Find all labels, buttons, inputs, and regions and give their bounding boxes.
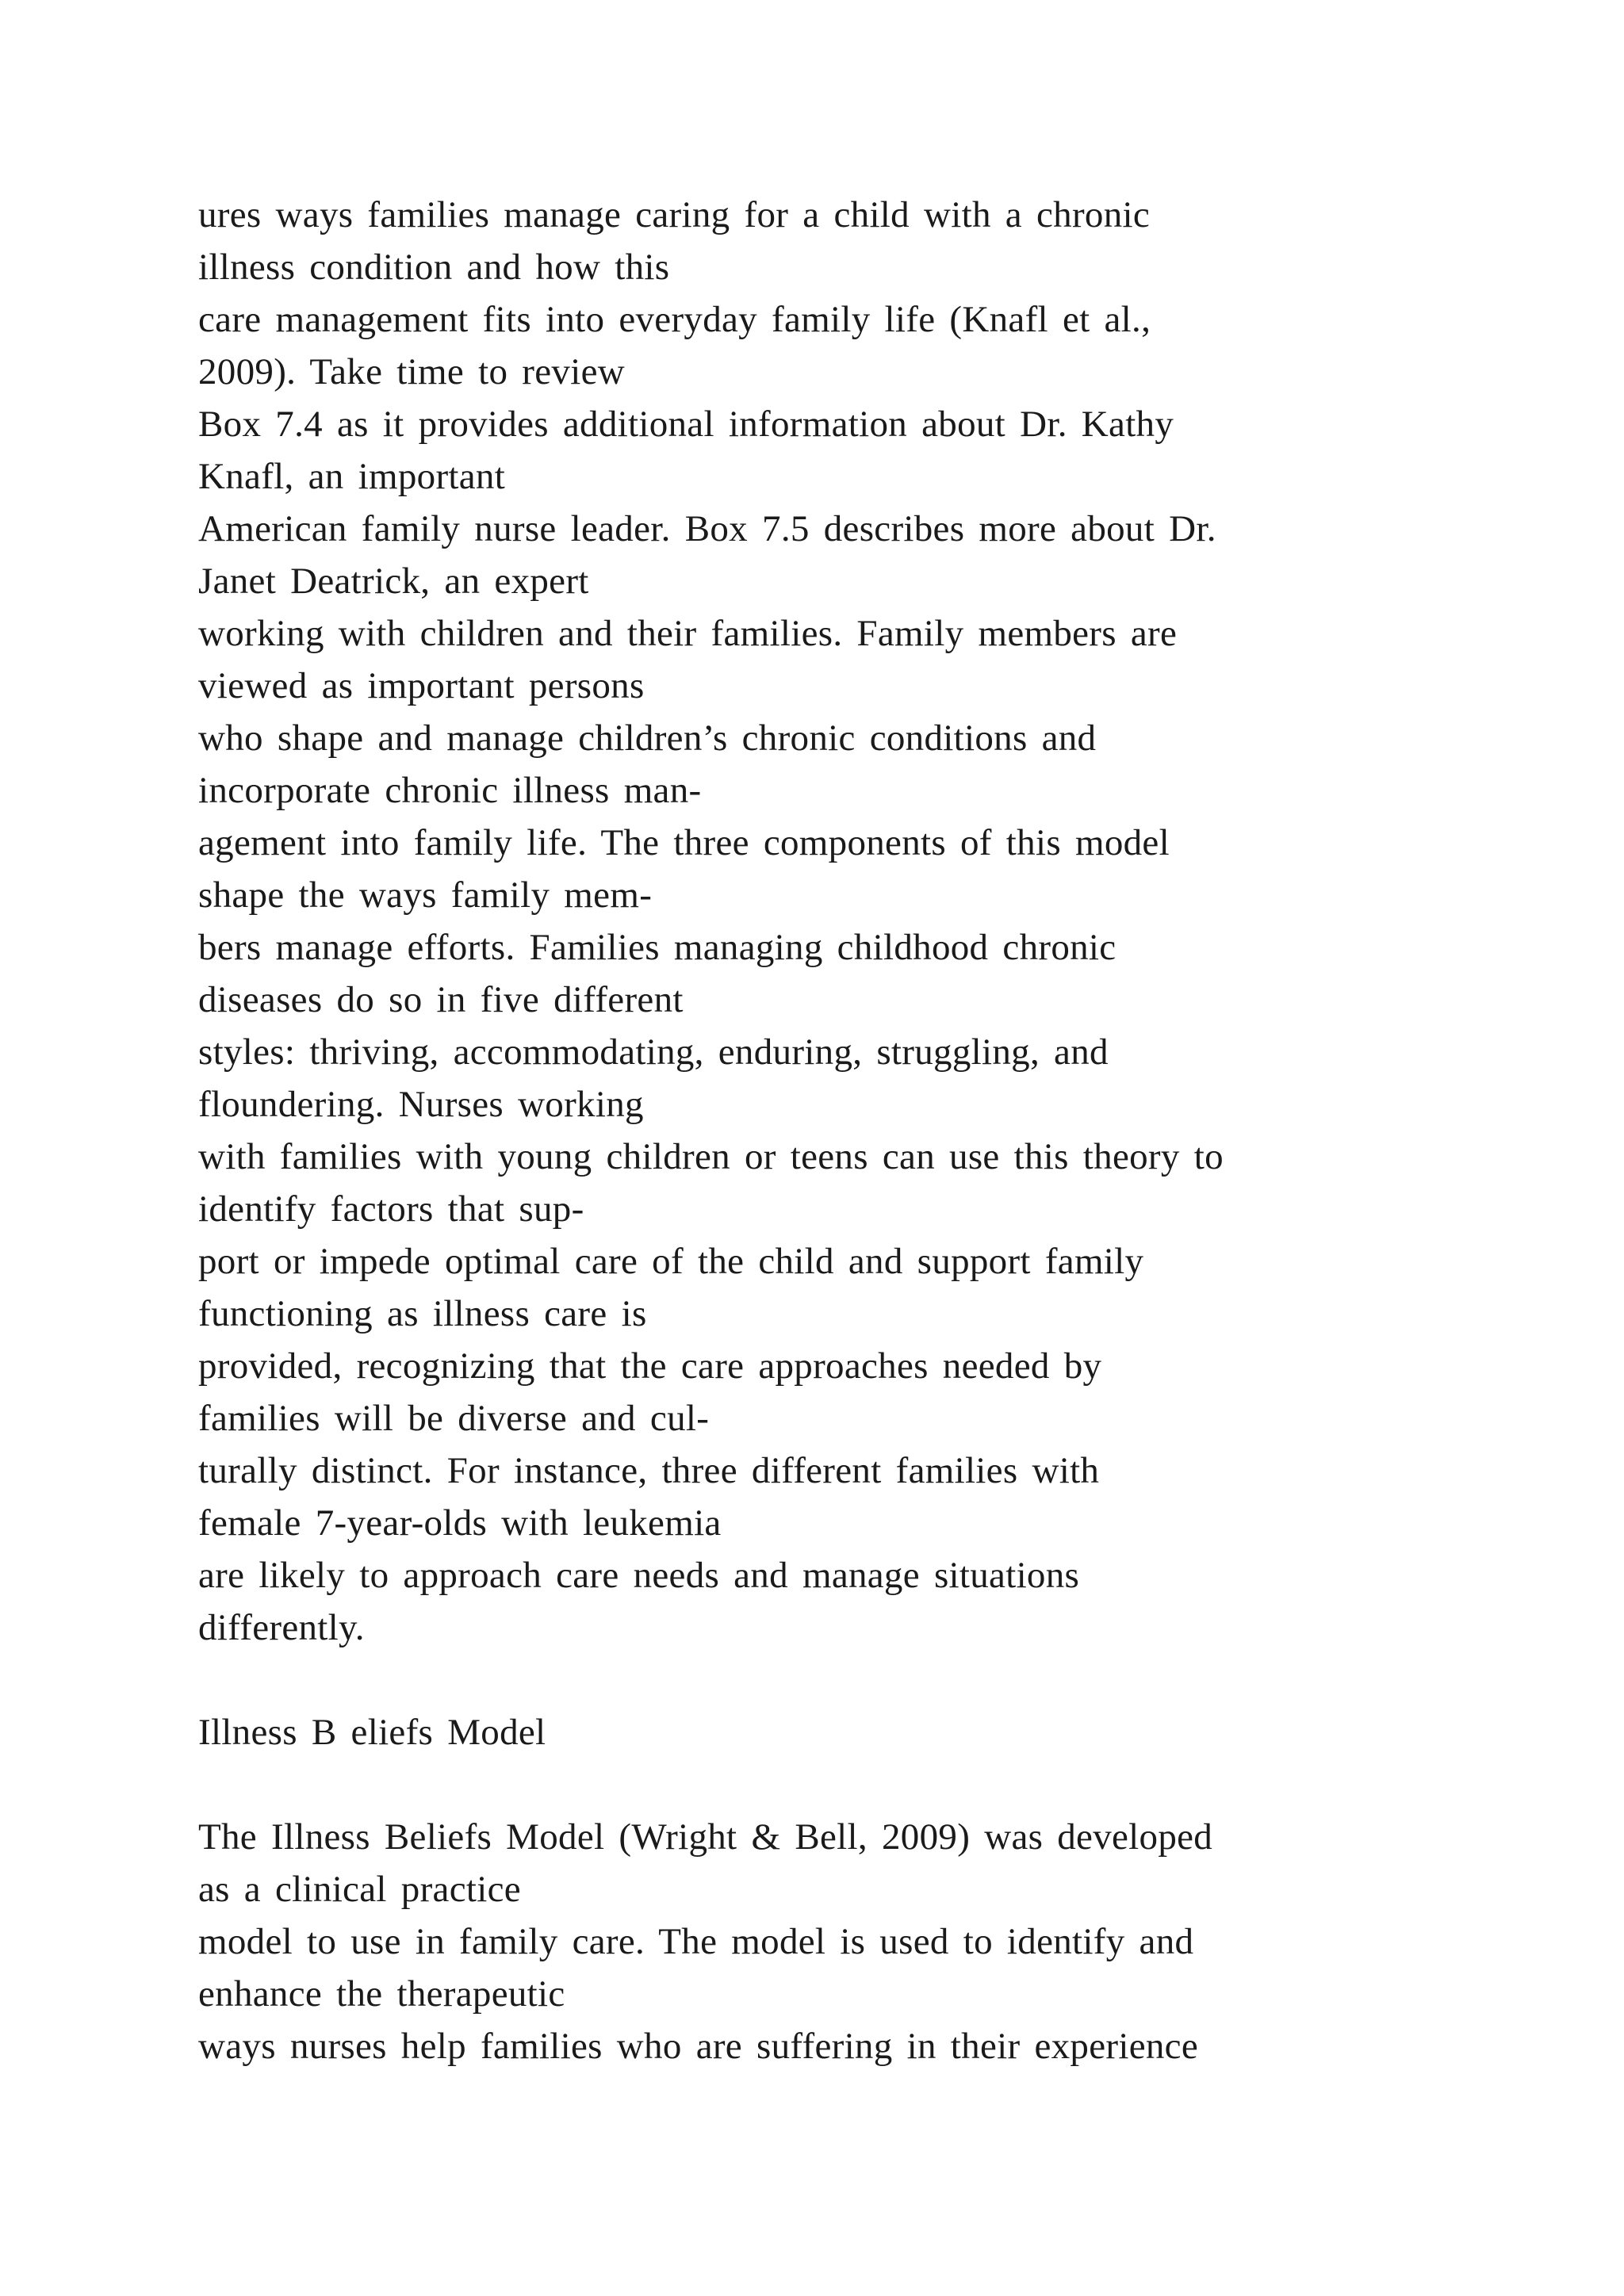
text-line: enhance the therapeutic [198, 1973, 565, 2015]
text-line: American family nurse leader. Box 7.5 describes more about Dr. [198, 508, 1216, 549]
text-line: families will be diverse and cul- [198, 1398, 710, 1439]
text-line: care management fits into everyday family life (Knafl et al., [198, 299, 1151, 340]
text-line: floundering. Nurses working [198, 1084, 644, 1125]
text-line: who shape and manage children’s chronic conditions and [198, 718, 1097, 759]
text-line: are likely to approach care needs and manage situations [198, 1555, 1080, 1596]
paragraph-chronic-illness-management [198, 189, 1499, 1654]
text-line: diseases do so in five different [198, 979, 684, 1020]
text-line: ways nurses help families who are suffering in their experience [198, 2026, 1198, 2067]
text-line: provided, recognizing that the care approaches needed by [198, 1345, 1102, 1387]
text-line: as a clinical practice [198, 1869, 521, 1910]
text-line: Knafl, an important [198, 456, 506, 497]
text-line: female 7-year-olds with leukemia [198, 1502, 722, 1544]
text-line: agement into family life. The three components of this model [198, 822, 1170, 863]
section-heading: Illness B eliefs Model [198, 1712, 546, 1753]
paragraph-gap [198, 1654, 1499, 1706]
text-line: turally distinct. For instance, three different families with [198, 1450, 1100, 1491]
text-line: working with children and their families. Family members are [198, 613, 1178, 654]
text-line: with families with young children or teens can use this theory to [198, 1136, 1224, 1177]
text-line: shape the ways family mem- [198, 874, 653, 916]
text-line: ures ways families manage caring for a child with a chronic [198, 194, 1151, 235]
paragraph-illness-beliefs-model [198, 1811, 1499, 2072]
text-line: incorporate chronic illness man- [198, 770, 702, 811]
text-line: illness condition and how this [198, 247, 670, 288]
document-text [198, 189, 1499, 2072]
text-line: differently. [198, 1607, 365, 1648]
text-line: bers manage efforts. Families managing childhood chronic [198, 927, 1116, 968]
text-line: port or impede optimal care of the child and support family [198, 1241, 1144, 1282]
text-line: functioning as illness care is [198, 1293, 647, 1334]
text-line: viewed as important persons [198, 665, 645, 706]
text-line: Janet Deatrick, an expert [198, 561, 589, 602]
text-line: identify factors that sup- [198, 1188, 584, 1230]
text-line: The Illness Beliefs Model (Wright & Bell, 2009) was developed [198, 1816, 1213, 1858]
text-line: 2009). Take time to review [198, 351, 625, 392]
paragraph-gap [198, 1758, 1499, 1811]
text-line: model to use in family care. The model is used to identify and [198, 1921, 1194, 1962]
text-line: styles: thriving, accommodating, enduring, struggling, and [198, 1031, 1109, 1073]
text-line: Box 7.4 as it provides additional information about Dr. Kathy [198, 404, 1174, 445]
